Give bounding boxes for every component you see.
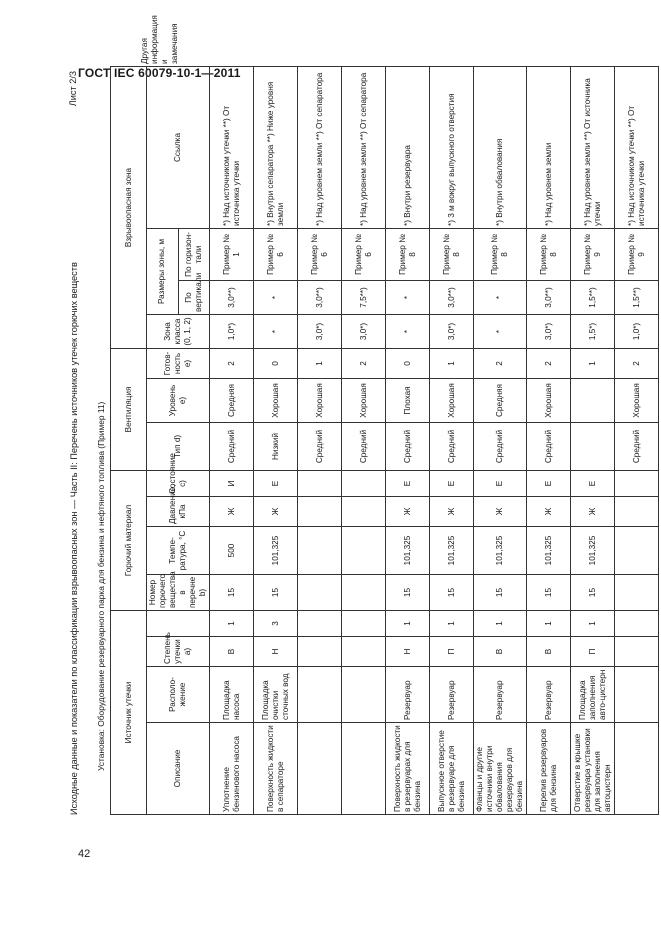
cell-degree: Средний bbox=[210, 423, 254, 471]
cell-availability: Хорошая bbox=[298, 379, 342, 423]
cell-availability: Хорошая bbox=[615, 379, 659, 423]
cell-pressure bbox=[342, 527, 386, 575]
cell-location: Резервуар bbox=[474, 667, 527, 723]
cell-location bbox=[342, 667, 386, 723]
cell-temp bbox=[298, 575, 342, 611]
cell-location: Резервуар bbox=[430, 667, 474, 723]
cell-temp: 15 bbox=[210, 575, 254, 611]
cell-reference: Пример № 9 bbox=[615, 228, 659, 280]
cell-horizontal: 3,0**) bbox=[298, 280, 342, 314]
cell-ref-no: 1 bbox=[210, 611, 254, 637]
cell-type: Е bbox=[254, 471, 298, 497]
document-header: ГОСТ IEC 60079-10-1—2011 bbox=[78, 66, 241, 80]
cell-pressure: 101,325 bbox=[386, 527, 430, 575]
cell-type: И bbox=[210, 471, 254, 497]
cell-location: Резервуар bbox=[386, 667, 430, 723]
cell-type: Е bbox=[430, 471, 474, 497]
cell-availability: Хорошая bbox=[342, 379, 386, 423]
cell-temp: 15 bbox=[254, 575, 298, 611]
cell-horizontal: 3,0**) bbox=[210, 280, 254, 314]
cell-ref-no: 1 bbox=[474, 611, 527, 637]
cell-temp bbox=[342, 575, 386, 611]
table-row bbox=[527, 66, 571, 814]
cell-location bbox=[615, 667, 659, 723]
hdr-state: Состояние c) bbox=[147, 471, 210, 497]
cell-state bbox=[615, 497, 659, 527]
cell-horizontal: 7,5**) bbox=[342, 280, 386, 314]
cell-other: *) Над источником утечки **) От источника утечки bbox=[210, 66, 254, 228]
rotated-table-block bbox=[68, 15, 646, 815]
cell-temp: 15 bbox=[571, 575, 615, 611]
cell-degree: Средний bbox=[298, 423, 342, 471]
cell-horizontal: * bbox=[254, 280, 298, 314]
cell-ref-no: 1 bbox=[386, 611, 430, 637]
cell-temp: 15 bbox=[386, 575, 430, 611]
page-number: 42 bbox=[78, 848, 91, 860]
table-row bbox=[342, 66, 386, 814]
cell-location: Площадка насоса bbox=[210, 667, 254, 723]
cell-pressure: 101,325 bbox=[430, 527, 474, 575]
cell-availability: Плохая bbox=[386, 379, 430, 423]
cell-vertical: * bbox=[386, 314, 430, 348]
cell-type bbox=[342, 471, 386, 497]
cell-horizontal: * bbox=[474, 280, 527, 314]
table-row bbox=[474, 66, 527, 814]
cell-reference: Пример № 8 bbox=[430, 228, 474, 280]
cell-location: Резервуар bbox=[527, 667, 571, 723]
cell-reference: Пример № 1 bbox=[210, 228, 254, 280]
cell-description bbox=[298, 723, 342, 815]
cell-degree: Средний bbox=[474, 423, 527, 471]
cell-pressure: 101,325 bbox=[254, 527, 298, 575]
cell-description: Отверстие в крышке резервуара установки для заполнения автоцистерн bbox=[571, 723, 615, 815]
cell-vertical: * bbox=[474, 314, 527, 348]
cell-vertical: 3,0*) bbox=[430, 314, 474, 348]
cell-vertical: 3,0*) bbox=[298, 314, 342, 348]
cell-temp bbox=[615, 575, 659, 611]
cell-grade: В bbox=[474, 637, 527, 667]
cell-zone-type: 1 bbox=[298, 348, 342, 378]
cell-grade: Н bbox=[386, 637, 430, 667]
cell-degree: Средний bbox=[430, 423, 474, 471]
cell-state: Ж bbox=[571, 497, 615, 527]
cell-zone-type: 2 bbox=[342, 348, 386, 378]
cell-ref-no: 3 bbox=[254, 611, 298, 637]
cell-description: Поверхность жидкости в резервуарах для бензина bbox=[386, 723, 430, 815]
cell-vertical: 1,0*) bbox=[615, 314, 659, 348]
cell-pressure: 101,325 bbox=[571, 527, 615, 575]
cell-zone-type: 1 bbox=[430, 348, 474, 378]
cell-state: Ж bbox=[386, 497, 430, 527]
cell-pressure: 500 bbox=[210, 527, 254, 575]
hdr-horizontal: По горизон-тали bbox=[178, 228, 210, 280]
cell-location: Площадка заполнения авто-цистерн bbox=[571, 667, 615, 723]
sheet-label: Лист 2/3 bbox=[68, 71, 78, 107]
cell-zone-type: 2 bbox=[615, 348, 659, 378]
hdr-pressure: Давление, кПа bbox=[147, 497, 210, 527]
cell-vertical: 3,0*) bbox=[527, 314, 571, 348]
cell-horizontal: 3,0**) bbox=[430, 280, 474, 314]
cell-grade bbox=[298, 637, 342, 667]
cell-reference: Пример № 8 bbox=[474, 228, 527, 280]
cell-temp: 15 bbox=[474, 575, 527, 611]
cell-horizontal: 1,5**) bbox=[571, 280, 615, 314]
cell-reference: Пример № 8 bbox=[527, 228, 571, 280]
cell-ref-no bbox=[298, 611, 342, 637]
cell-state bbox=[342, 497, 386, 527]
table-row bbox=[571, 66, 615, 814]
cell-pressure bbox=[298, 527, 342, 575]
cell-other: *) 3 м вокруг выпускного отверстия bbox=[430, 66, 474, 228]
hdr-degree: Уровень e) bbox=[147, 379, 210, 423]
cell-degree: Средний bbox=[527, 423, 571, 471]
cell-grade: В bbox=[210, 637, 254, 667]
cell-availability: Хорошая bbox=[527, 379, 571, 423]
cell-pressure: 101,325 bbox=[474, 527, 527, 575]
hdr-reference: Ссылка bbox=[147, 66, 210, 228]
cell-grade: В bbox=[527, 637, 571, 667]
cell-horizontal: 3,0**) bbox=[527, 280, 571, 314]
cell-degree: Средний bbox=[342, 423, 386, 471]
hdr-ref-no: Номер горючего вещества в перечне b) bbox=[147, 575, 210, 611]
cell-grade: П bbox=[571, 637, 615, 667]
cell-ref-no bbox=[342, 611, 386, 637]
cell-other: *) Над уровнем земли **) От источника утечки bbox=[571, 66, 615, 228]
cell-temp: 15 bbox=[527, 575, 571, 611]
hdr-type: Тип d) bbox=[147, 423, 210, 471]
hdr-extent: Размеры зоны, м bbox=[147, 228, 179, 314]
cell-other: *) Внутри сепаратора **) Ниже уровня земли bbox=[254, 66, 298, 228]
table-row bbox=[254, 66, 298, 814]
cell-description bbox=[615, 723, 659, 815]
cell-reference: Пример № 8 bbox=[386, 228, 430, 280]
cell-type: Е bbox=[527, 471, 571, 497]
hdr-grade: Степень утечки a) bbox=[147, 637, 210, 667]
cell-availability: Средняя bbox=[474, 379, 527, 423]
cell-zone-type: 0 bbox=[254, 348, 298, 378]
cell-grade bbox=[615, 637, 659, 667]
cell-other: *) Над уровнем земли **) От сепаратора bbox=[298, 66, 342, 228]
cell-reference: Пример № 9 bbox=[571, 228, 615, 280]
cell-other: *) Над уровнем земли bbox=[527, 66, 571, 228]
cell-degree: Средний bbox=[386, 423, 430, 471]
cell-state: Ж bbox=[430, 497, 474, 527]
cell-degree bbox=[571, 423, 615, 471]
hdr-availability: Готов-ность e) bbox=[147, 348, 210, 378]
cell-availability: Хорошая bbox=[430, 379, 474, 423]
cell-zone-type: 2 bbox=[210, 348, 254, 378]
cell-type bbox=[298, 471, 342, 497]
table-row bbox=[298, 66, 342, 814]
cell-state: Ж bbox=[474, 497, 527, 527]
cell-type: Е bbox=[386, 471, 430, 497]
cell-pressure: 101,325 bbox=[527, 527, 571, 575]
table-caption: Исходные данные и показатели по классификации взрывоопасных зон — Часть II: Перечень источников утечек горючих веществ bbox=[69, 262, 79, 815]
cell-type: Е bbox=[571, 471, 615, 497]
cell-zone-type: 1 bbox=[571, 348, 615, 378]
cell-availability: Средняя bbox=[210, 379, 254, 423]
cell-other: *) Над уровнем земли **) От сепаратора bbox=[342, 66, 386, 228]
table-row bbox=[615, 66, 659, 814]
cell-state bbox=[298, 497, 342, 527]
cell-temp: 15 bbox=[430, 575, 474, 611]
cell-vertical: 1,0*) bbox=[210, 314, 254, 348]
cell-vertical: 1,5*) bbox=[571, 314, 615, 348]
cell-description: Перелив резервуаров для бензина bbox=[527, 723, 571, 815]
hdr-ventilation: Вентиляция bbox=[111, 348, 147, 470]
cell-degree: Средний bbox=[615, 423, 659, 471]
cell-type: Е bbox=[474, 471, 527, 497]
cell-location bbox=[298, 667, 342, 723]
cell-zone-type: 0 bbox=[386, 348, 430, 378]
table-row bbox=[210, 66, 254, 814]
hdr-zone-type: Зона класса (0, 1, 2) bbox=[147, 314, 210, 348]
cell-reference: Пример № 6 bbox=[342, 228, 386, 280]
cell-other: *) Над источником утечки **) От источника утечки bbox=[615, 66, 659, 228]
cell-description bbox=[342, 723, 386, 815]
leak-sources-table: Источник утечки Горючий материал Вентиляция Взрывоопасная зона Другая информация и замечания Описание Располо-жение Степень утечки a) Номер горючего вещества в перечне b) Темпе-ратура, °С Давление, кПа Состояние c) Тип d) Уровень e) Готов-ность e) Зона класса (0, 1, 2) Размеры зоны, м Ссылка По вертикали По горизон-тали Уплотнение бензинового насоса Площадка насоса В 1 15 500 Ж И Средний Средняя 2 1,0*) 3,0**) Пример № 1 *) Над источником утечки **) От источника утечки Поверхность жидкости в сепараторе Площадка очистки сточных вод Н 3 15 101,325 Ж Е Низкий Хорошая 0 * * Пример № 6 *) Внутри сепаратора **) Ниже уровня земли Средний Хорошая 1 3,0*) 3,0**) Пример № 6 *) Над уровнем земли **) От сепаратора Средний Хорошая 2 3,0*) 7,5**) Пример № 6 *) Над уровнем земли **) От сепаратора Поверхность жидкости в резервуарах для бензина Резервуар Н 1 15 101,325 Ж Е Средний Плохая 0 * * Пример № 8 *) Внутри резервуара Выпускное отверстие в резервуаре для бензина Резервуар П 1 15 101,325 Ж Е Средний Хорошая 1 3,0*) 3,0**) Пример № 8 *) 3 м вокруг выпускного отверстия Фланцы и другие источники внутри обвалования резервуаров для бензина Резервуар В 1 15 101,325 Ж Е Средний Средняя 2 * * Пример № 8 *) Внутри обвалования Перелив резервуаров для бензина Резервуар В 1 15 101,325 Ж Е Средний Хорошая 2 3,0*) 3,0**) Пример № 8 *) Над уровнем земли Отверстие в крышке резервуара установки для заполнения автоцистерн Площадка заполнения авто-цистерн П 1 15 101,325 Ж Е 1 1,5*) 1,5**) Пример № 9 *) Над уровнем земли **) От источника утечки Средний Хорошая 2 1,0*) 1,5**) Пример № 9 *) Над источником утечки **) От источника утечки bbox=[110, 66, 659, 815]
hdr-location: Располо-жение bbox=[147, 667, 210, 723]
cell-degree: Низкий bbox=[254, 423, 298, 471]
cell-availability: Хорошая bbox=[254, 379, 298, 423]
cell-description: Фланцы и другие источники внутри обвалования резервуаров для бензина bbox=[474, 723, 527, 815]
cell-state: Ж bbox=[254, 497, 298, 527]
cell-reference: Пример № 6 bbox=[254, 228, 298, 280]
cell-state: Ж bbox=[527, 497, 571, 527]
cell-state: Ж bbox=[210, 497, 254, 527]
cell-pressure bbox=[615, 527, 659, 575]
cell-vertical: * bbox=[254, 314, 298, 348]
cell-ref-no: 1 bbox=[430, 611, 474, 637]
hdr-description: Описание bbox=[147, 723, 210, 815]
cell-description: Поверхность жидкости в сепараторе bbox=[254, 723, 298, 815]
cell-type bbox=[615, 471, 659, 497]
cell-other: *) Внутри обвалования bbox=[474, 66, 527, 228]
hdr-zone: Взрывоопасная зона bbox=[111, 66, 147, 348]
cell-ref-no: 1 bbox=[527, 611, 571, 637]
cell-description: Выпускное отверстие в резервуаре для бензина bbox=[430, 723, 474, 815]
cell-reference: Пример № 6 bbox=[298, 228, 342, 280]
hdr-temp: Темпе-ратура, °С bbox=[147, 527, 210, 575]
cell-other: *) Внутри резервуара bbox=[386, 66, 430, 228]
installation-label: Установка: Оборудование резервуарного парка для бензина и нефтяного топлива (Пример 11) bbox=[96, 401, 106, 771]
cell-availability bbox=[571, 379, 615, 423]
cell-zone-type: 2 bbox=[474, 348, 527, 378]
cell-location: Площадка очистки сточных вод bbox=[254, 667, 298, 723]
cell-grade: П bbox=[430, 637, 474, 667]
hdr-source: Источник утечки bbox=[111, 611, 147, 815]
cell-ref-no bbox=[615, 611, 659, 637]
cell-ref-no: 1 bbox=[571, 611, 615, 637]
cell-zone-type: 2 bbox=[527, 348, 571, 378]
cell-horizontal: * bbox=[386, 280, 430, 314]
hdr-vertical: По вертикали bbox=[178, 280, 210, 314]
cell-horizontal: 1,5**) bbox=[615, 280, 659, 314]
table-row bbox=[386, 66, 430, 814]
cell-vertical: 3,0*) bbox=[342, 314, 386, 348]
cell-description: Уплотнение бензинового насоса bbox=[210, 723, 254, 815]
cell-grade: Н bbox=[254, 637, 298, 667]
cell-grade bbox=[342, 637, 386, 667]
hdr-material: Горючий материал bbox=[111, 471, 147, 611]
table-row bbox=[430, 66, 474, 814]
